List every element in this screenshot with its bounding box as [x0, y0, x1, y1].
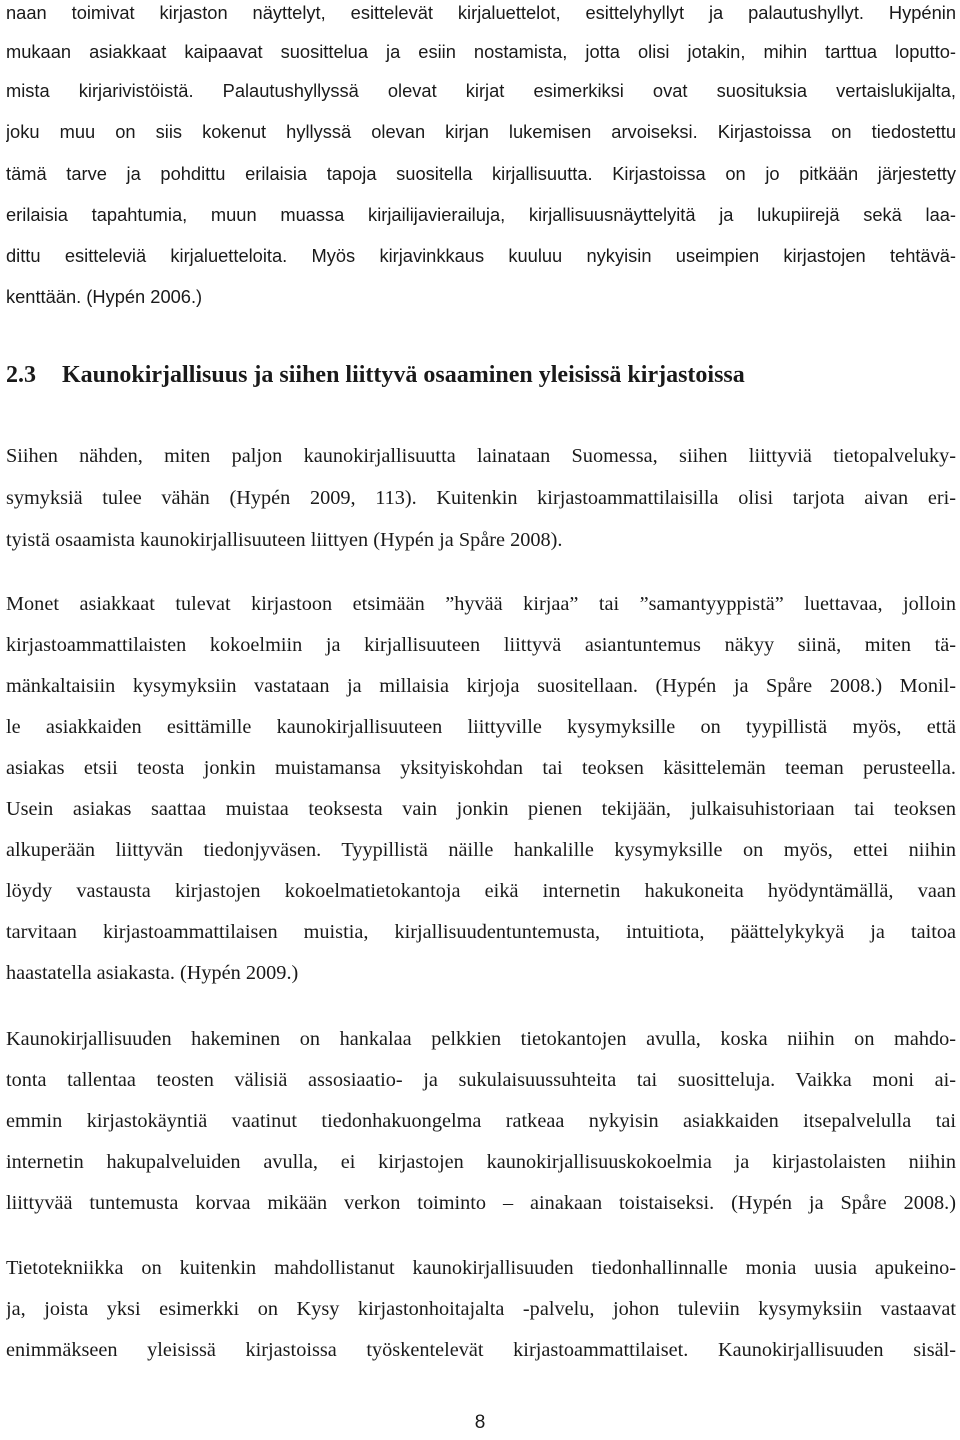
- text-line: tyistä osaamista kaunokirjallisuuteen liittyen (Hypén ja Spåre 2008).: [6, 529, 563, 551]
- text-line: tämä tarve ja pohdittu erilaisia tapoja suositella kirjallisuutta. Kirjastoissa on jo pitkään järjestetty: [6, 163, 956, 184]
- text-line: Usein asiakas saattaa muistaa teoksesta vain jonkin pienen tekijään, julkaisuhistoriaan tai teoksen: [6, 798, 956, 820]
- text-line: symyksiä tulee vähän (Hypén 2009, 113). Kuitenkin kirjastoammattilaisilla olisi tarjota aivan eri-: [6, 487, 956, 509]
- text-line: haastatella asiakasta. (Hypén 2009.): [6, 962, 299, 984]
- section-heading: [6, 362, 745, 389]
- text-line: asiakas etsii teosta jonkin muistamansa yksityiskohdan tai teoksen käsittelemän teeman perusteella.: [6, 757, 956, 779]
- text-line: mista kirjarivistöistä. Palautushyllyssä olevat kirjat esimerkiksi ovat suosituksia vertaislukijalta,: [6, 80, 956, 101]
- text-line: erilaisia tapahtumia, muun muassa kirjailijavierailuja, kirjallisuusnäyttelyitä ja lukupiirejä sekä laa-: [6, 204, 956, 225]
- text-line: Monet asiakkaat tulevat kirjastoon etsimään ”hyvää kirjaa” tai ”samantyyppistä” luettavaa, jolloin: [6, 593, 956, 615]
- text-line: tarvitaan kirjastoammattilaisen muistia, kirjallisuudentuntemusta, intuitiota, päättelykykyä ja taitoa: [6, 921, 956, 943]
- text-line: Kaunokirjallisuuden hakeminen on hankalaa pelkkien tietokantojen avulla, koska niihin on mahdo-: [6, 1028, 956, 1050]
- text-line: alkuperään liittyvän tiedonjyväsen. Tyypillistä näille hankalille kysymyksille on myös, ettei niihin: [6, 839, 956, 861]
- page-number: 8: [474, 1412, 486, 1433]
- text-line: naan toimivat kirjaston näyttelyt, esittelevät kirjaluettelot, esittelyhyllyt ja palautushyllyt. Hypénin: [6, 2, 956, 23]
- section-number: 2.3: [6, 362, 36, 388]
- text-line: emmin kirjastokäyntiä vaatinut tiedonhakuongelma ratkeaa nykyisin asiakkaiden itsepalvelulla tai: [6, 1110, 956, 1132]
- text-line: dittu esitteleviä kirjaluetteloita. Myös kirjavinkkaus kuuluu nykyisin useimpien kirjastojen tehtävä-: [6, 245, 956, 266]
- text-line: ja, joista yksi esimerkki on Kysy kirjastonhoitajalta -palvelu, johon tuleviin kysymyksiin vastaavat: [6, 1298, 956, 1320]
- text-line: kenttään. (Hypén 2006.): [6, 286, 203, 307]
- text-line: enimmäkseen yleisissä kirjastoissa työskentelevät kirjastoammattilaiset. Kaunokirjallisuuden sisäl-: [6, 1339, 956, 1361]
- text-line: liittyvää tuntemusta korvaa mikään verkon toiminto – ainakaan toistaiseksi. (Hypén ja Spåre 2008.): [6, 1192, 956, 1214]
- text-line: tonta tallentaa teosten välisiä assosiaatio- ja sukulaisuussuhteita tai suositteluja. Vaikka moni ai-: [6, 1069, 956, 1091]
- text-line: le asiakkaiden esittämille kaunokirjallisuuteen liittyville kysymyksille on tyypillistä myös, että: [6, 716, 956, 738]
- text-line: kirjastoammattilaisten kokoelmiin ja kirjallisuuteen liittyvä asiantuntemus näkyy siinä, miten tä-: [6, 634, 956, 656]
- text-line: löydy vastausta kirjastojen kokoelmatietokantoja eikä internetin hakukoneita hyödyntämällä, vaan: [6, 880, 956, 902]
- text-line: mänkaltaisiin kysymyksiin vastataan ja millaisia kirjoja suositellaan. (Hypén ja Spåre 2008.) Monil-: [6, 675, 956, 697]
- text-line: Tietotekniikka on kuitenkin mahdollistanut kaunokirjallisuuden tiedonhallinnalle monia uusia apukeino-: [6, 1257, 956, 1279]
- section-title: Kaunokirjallisuus ja siihen liittyvä osaaminen yleisissä kirjastoissa: [62, 362, 745, 388]
- text-line: joku muu on siis kokenut hyllyssä olevan kirjan lukemisen arvoiseksi. Kirjastoissa on tiedostettu: [6, 121, 956, 142]
- text-line: mukaan asiakkaat kaipaavat suosittelua ja esiin nostamista, jotta olisi jotakin, mihin tarttua loputto-: [6, 41, 956, 62]
- text-line: Siihen nähden, miten paljon kaunokirjallisuutta lainataan Suomessa, siihen liittyviä tietopalveluky-: [6, 445, 956, 467]
- text-line: internetin hakupalveluiden avulla, ei kirjastojen kaunokirjallisuuskokoelmia ja kirjastolaisten niihin: [6, 1151, 956, 1173]
